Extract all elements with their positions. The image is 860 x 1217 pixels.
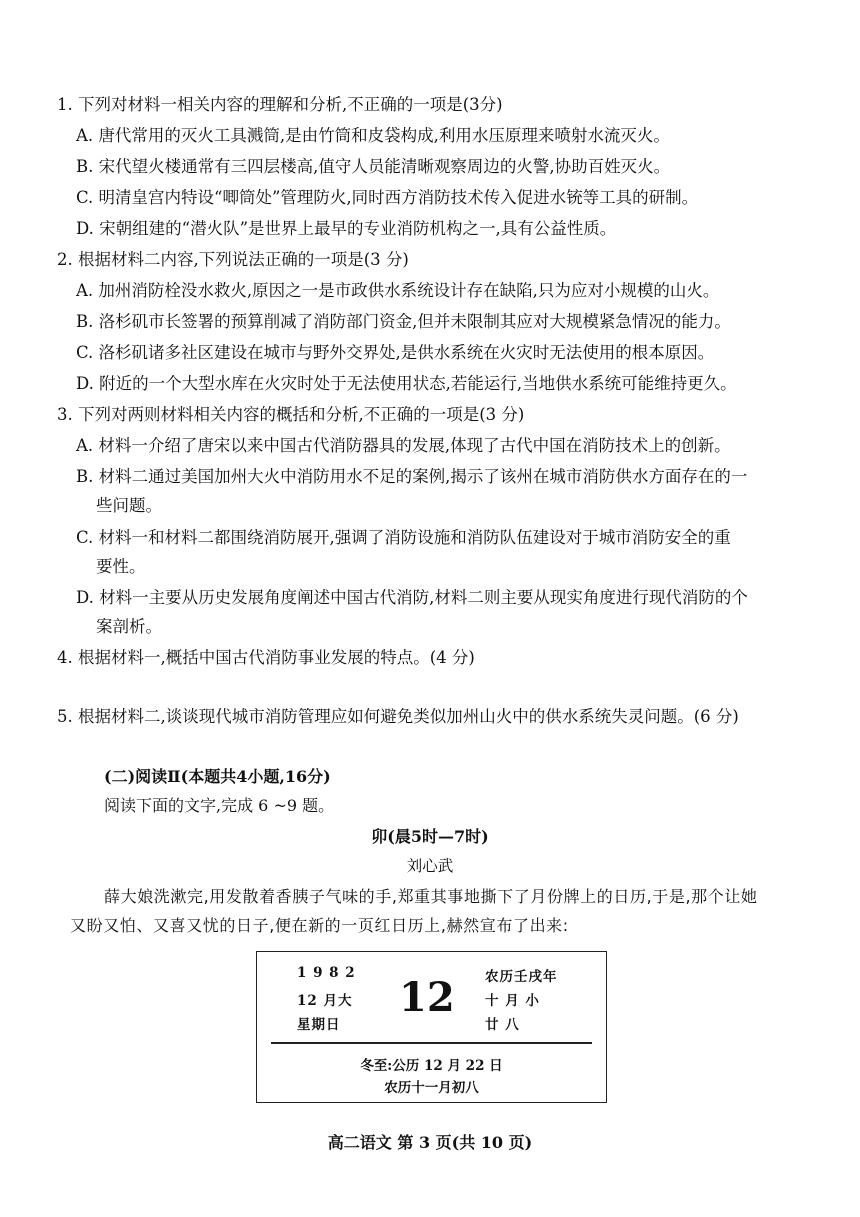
calendar-weekday: 星期日 bbox=[297, 1017, 341, 1033]
calendar-month: 12 月大 bbox=[297, 993, 353, 1009]
question-3-option-a: A. 材料一介绍了唐宋以来中国古代消防器具的发展,体现了古代中国在消防技术上的创新。 bbox=[76, 436, 731, 455]
page-footer: 高二语文 第 3 页(共 10 页) bbox=[327, 1133, 533, 1152]
calendar-page bbox=[256, 951, 607, 1103]
question-2-option-d: D. 附近的一个大型水库在火灾时处于无法使用状态,若能运行,当地供水系统可能维持更久。 bbox=[76, 374, 737, 393]
question-3-option-c-line2: 要性。 bbox=[96, 557, 146, 576]
calendar-lunar-day: 廿 八 bbox=[485, 1017, 520, 1033]
question-1-option-d: D. 宋朝组建的“潜火队”是世界上最早的专业消防机构之一,具有公益性质。 bbox=[76, 219, 617, 238]
question-1-option-a: A. 唐代常用的灭火工具溅筒,是由竹筒和皮袋构成,利用水压原理来喷射水流灭火。 bbox=[76, 126, 670, 145]
calendar-divider bbox=[271, 1042, 592, 1044]
calendar-lunar-date: 农历十一月初八 bbox=[384, 1080, 479, 1096]
article-author: 刘心武 bbox=[406, 857, 454, 875]
question-2-option-c: C. 洛杉矶诸多社区建设在城市与野外交界处,是供水系统在火灾时无法使用的根本原因。 bbox=[76, 343, 715, 362]
calendar-lunar-year: 农历壬戌年 bbox=[485, 969, 558, 985]
article-title: 卯(晨5时—7时) bbox=[371, 827, 489, 846]
question-4: 4. 根据材料一,概括中国古代消防事业发展的特点。(4 分) bbox=[57, 648, 475, 667]
question-3-option-d-line1: D. 材料一主要从历史发展角度阐述中国古代消防,材料二则主要从现实角度进行现代消防的个 bbox=[76, 588, 748, 607]
calendar-solar-term: 冬至:公历 12 月 22 日 bbox=[360, 1058, 503, 1074]
question-3-stem: 3. 下列对两则材料相关内容的概括和分析,不正确的一项是(3 分) bbox=[57, 405, 525, 424]
calendar-year: 1 9 8 2 bbox=[297, 965, 356, 981]
question-3-option-d-line2: 案剖析。 bbox=[96, 617, 162, 636]
question-1-option-c: C. 明清皇宫内特设“唧筒处”管理防火,同时西方消防技术传入促进水铳等工具的研制。 bbox=[76, 188, 699, 207]
question-2-option-b: B. 洛杉矶市长签署的预算削减了消防部门资金,但并未限制其应对大规模紧急情况的能力。 bbox=[76, 312, 731, 331]
question-2-stem: 2. 根据材料二内容,下列说法正确的一项是(3 分) bbox=[57, 250, 409, 269]
article-paragraph-line1: 薛大娘洗漱完,用发散着香胰子气味的手,郑重其事地撕下了月份牌上的日历,于是,那个让她 bbox=[104, 887, 758, 906]
question-3-option-b-line1: B. 材料二通过美国加州大火中消防用水不足的案例,揭示了该州在城市消防供水方面存在的一 bbox=[76, 467, 748, 486]
section-instruction: 阅读下面的文字,完成 6 ~9 题。 bbox=[104, 796, 335, 815]
section-heading: (二)阅读Ⅱ(本题共4小题,16分) bbox=[104, 767, 331, 786]
question-1-stem: 1. 下列对材料一相关内容的理解和分析,不正确的一项是(3分) bbox=[57, 95, 503, 114]
question-3-option-c-line1: C. 材料一和材料二都围绕消防展开,强调了消防设施和消防队伍建设对于城市消防安全的重 bbox=[76, 528, 731, 547]
article-paragraph-line2: 又盼又怕、又喜又忧的日子,便在新的一页红日历上,赫然宣布了出来: bbox=[70, 916, 569, 935]
question-2-option-a: A. 加州消防栓没水救火,原因之一是市政供水系统设计存在缺陷,只为应对小规模的山火。 bbox=[76, 281, 720, 300]
question-1-option-b: B. 宋代望火楼通常有三四层楼高,值守人员能清晰观察周边的火警,协助百姓灭火。 bbox=[76, 157, 671, 176]
question-5: 5. 根据材料二,谈谈现代城市消防管理应如何避免类似加州山火中的供水系统失灵问题。(6 分) bbox=[57, 707, 739, 726]
calendar-lunar-month: 十 月 小 bbox=[485, 993, 540, 1009]
question-3-option-b-line2: 些问题。 bbox=[96, 496, 162, 515]
calendar-day-number: 12 bbox=[399, 974, 455, 1021]
